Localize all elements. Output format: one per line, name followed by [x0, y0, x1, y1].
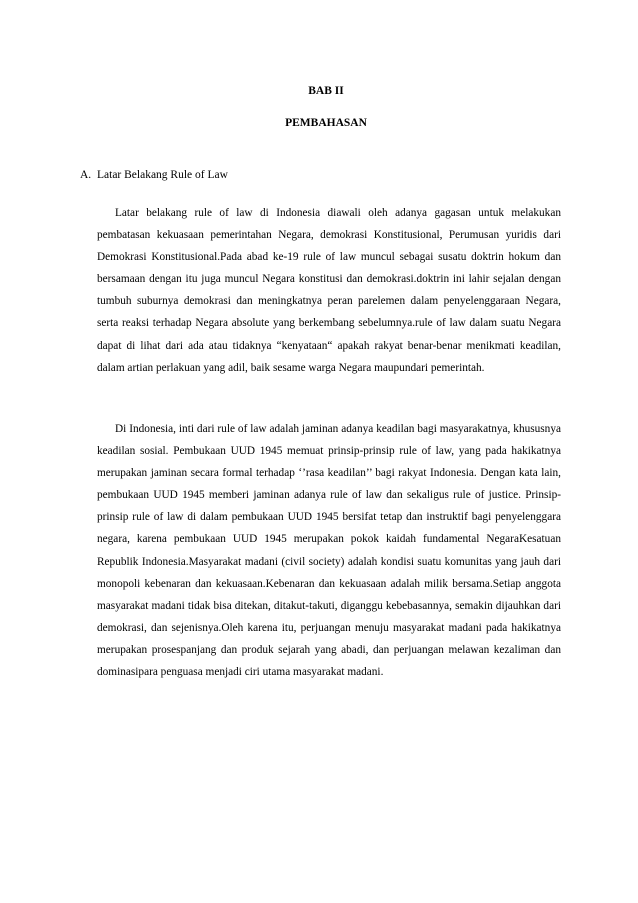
section-title: Latar Belakang Rule of Law	[97, 169, 228, 181]
section-marker: A.	[80, 169, 92, 181]
body-paragraph: Latar belakang rule of law di Indonesia diawali oleh adanya gagasan untuk melakukan pembatasan kekuasaan pemerintahan Negara, demokrasi Konstitusional, Perumusan yuridis dari Demokrasi Konstitusional.Pada abad ke-19 rule of law muncul sebagai susatu doktrin hokum dan bersamaan dengan itu juga muncul Negara konstitusi dan demokrasi.doktrin ini lahir sejalan dengan tumbuh suburnya demokrasi dan meningkatnya peran parelemen dalam penyelenggaraan Negara, serta reaksi terhadap Negara absolute yang berkembang sebelumnya.rule of law dalam suatu Negara dapat di lihat dari ada atau tidaknya “kenyataan“ apakah rakyat benar-benar menikmati keadilan, dalam artian perlakuan yang adil, baik sesame warga Negara maupundari pemerintah.	[97, 207, 561, 374]
chapter-subtitle: PEMBAHASAN	[285, 117, 367, 129]
chapter-title: BAB II	[308, 85, 344, 97]
body-paragraph: Di Indonesia, inti dari rule of law adalah jaminan adanya keadilan bagi masyarakatnya, khususnya keadilan sosial. Pembukaan UUD 1945 memuat prinsip-prinsip rule of law, yang pada hakikatnya merupakan jaminan secara formal terhadap ‘’rasa keadilan’’ bagi rakyat Indonesia. Dengan kata lain, pembukaan UUD 1945 memberi jaminan adanya rule of law dan sekaligus rule of justice. Prinsip-prinsip rule of law di dalam pembukaan UUD 1945 bersifat tetap dan instruktif bagi penyelenggara negara, karena pembukaan UUD 1945 merupakan pokok kaidah fundamental NegaraKesatuan Republik Indonesia.Masyarakat madani (civil society) adalah kondisi suatu komunitas yang jauh dari monopoli kebenaran dan kekuasaan.Kebenaran dan kekuasaan adalah milik bersama.Setiap anggota masyarakat madani tidak bisa ditekan, ditakut-takuti, diganggu kebebasannya, semakin dijauhkan dari demokrasi, dan sejenisnya.Oleh karena itu, perjuangan menuju masyarakat madani pada hakikatnya merupakan prosespanjang dan produk sejarah yang abadi, dan perjuangan melawan kezaliman dan dominasipara penguasa menjadi ciri utama masyarakat madani.	[97, 423, 561, 679]
section-heading	[80, 168, 228, 182]
